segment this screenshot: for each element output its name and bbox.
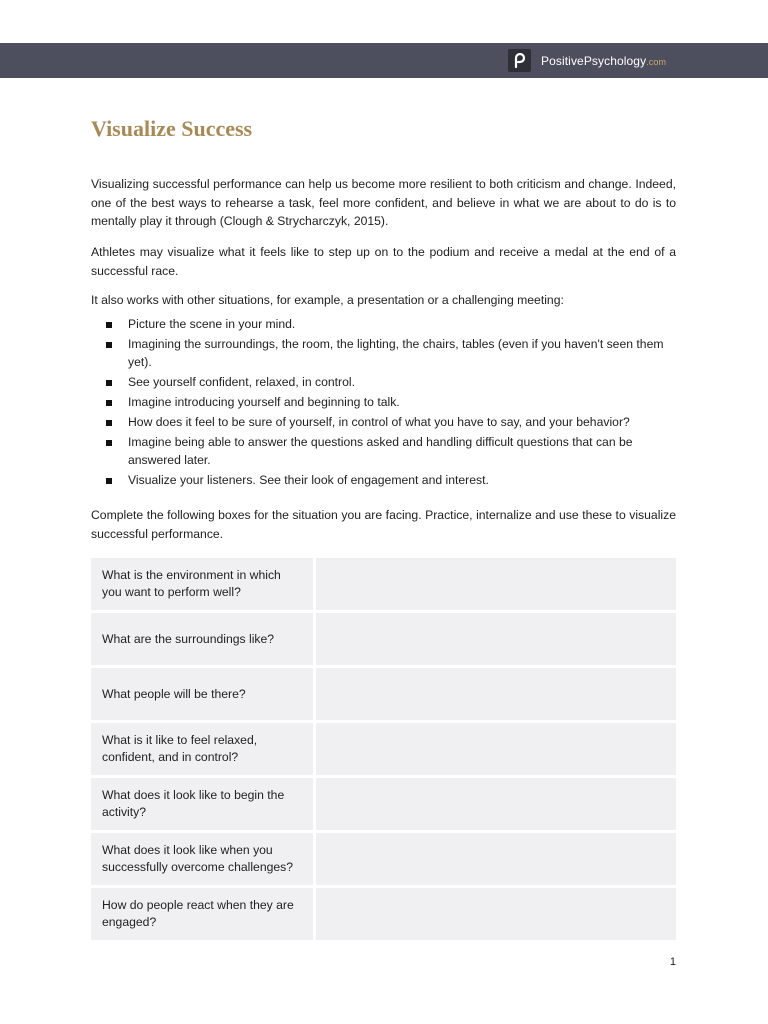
list-item-text: How does it feel to be sure of yourself, in control of what you have to say, and your behavior? [128, 415, 630, 429]
brand-name: PositivePsychology.com [541, 53, 667, 68]
visualization-steps-list [91, 315, 676, 491]
table-row [91, 888, 676, 940]
answer-cell[interactable] [316, 723, 676, 775]
table-row [91, 558, 676, 610]
list-item-text: See yourself confident, relaxed, in control. [128, 375, 355, 389]
bullet-square-icon [106, 380, 112, 386]
list-item [91, 315, 676, 333]
question-cell: What is the environment in which you want to perform well? [91, 558, 316, 610]
answer-cell[interactable] [316, 613, 676, 665]
bullet-square-icon [106, 400, 112, 406]
question-cell: What are the surroundings like? [91, 613, 316, 665]
question-cell: What does it look like when you successfully overcome challenges? [91, 833, 316, 885]
list-item-text: Imagine being able to answer the questions asked and handling difficult questions that can be answered later. [128, 435, 633, 467]
bullet-square-icon [106, 342, 112, 348]
table-row [91, 668, 676, 720]
brand-tld: .com [646, 56, 667, 67]
list-item-text: Picture the scene in your mind. [128, 317, 296, 331]
table-row [91, 778, 676, 830]
list-item [91, 335, 676, 371]
question-cell: What does it look like to begin the activity? [91, 778, 316, 830]
situations-paragraph: It also works with other situations, for example, a presentation or a challenging meeting: [91, 293, 564, 307]
table-row [91, 613, 676, 665]
intro-paragraph: Visualizing successful performance can help us become more resilient to both criticism and change. Indeed, one of the best ways to rehearse a task, feel more confident, and believe in what we are about to do is to mentally play it through (Clough & Strycharczyk, 2015). [91, 177, 676, 228]
list-item [91, 471, 676, 489]
list-item [91, 373, 676, 391]
question-cell: How do people react when they are engaged? [91, 888, 316, 940]
table-row [91, 833, 676, 885]
bullet-square-icon [106, 478, 112, 484]
list-item-text: Imagining the surroundings, the room, the lighting, the chairs, tables (even if you haven't seen them yet). [128, 337, 664, 369]
list-item [91, 433, 676, 469]
table-row [91, 723, 676, 775]
bullet-square-icon [106, 440, 112, 446]
question-cell: What is it like to feel relaxed, confident, and in control? [91, 723, 316, 775]
list-item-text: Imagine introducing yourself and beginning to talk. [128, 395, 400, 409]
answer-cell[interactable] [316, 778, 676, 830]
answer-cell[interactable] [316, 558, 676, 610]
answer-cell[interactable] [316, 833, 676, 885]
brand-p-icon [508, 49, 531, 72]
header-bar [0, 43, 768, 78]
bullet-square-icon [106, 420, 112, 426]
answer-cell[interactable] [316, 668, 676, 720]
page-number: 1 [669, 956, 676, 968]
list-item [91, 413, 676, 431]
visualization-worksheet-table [91, 555, 676, 943]
athletes-paragraph: Athletes may visualize what it feels like to step up on to the podium and receive a medal at the end of a successful race. [91, 245, 676, 278]
bullet-square-icon [106, 322, 112, 328]
brand-logo[interactable] [508, 49, 666, 72]
instructions-paragraph: Complete the following boxes for the situation you are facing. Practice, internalize and use these to visualize successful performance. [91, 508, 676, 541]
list-item [91, 393, 676, 411]
page-title: Visualize Success [91, 116, 253, 141]
answer-cell[interactable] [316, 888, 676, 940]
list-item-text: Visualize your listeners. See their look of engagement and interest. [128, 473, 489, 487]
question-cell: What people will be there? [91, 668, 316, 720]
